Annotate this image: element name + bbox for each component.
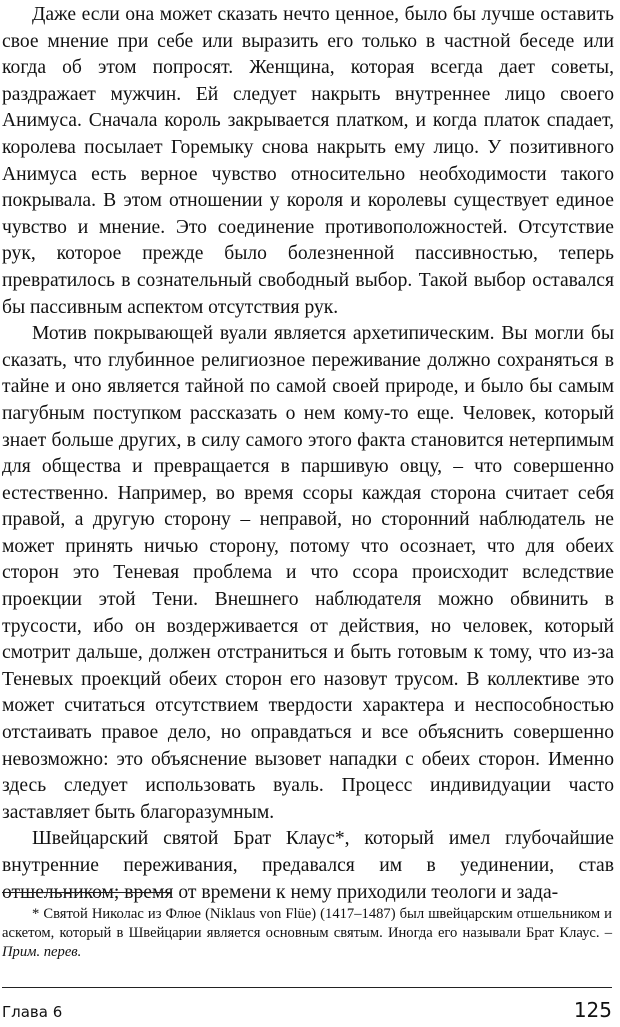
chapter-label: Глава 6 (2, 1003, 63, 1021)
main-text (2, 2, 614, 906)
paragraph-3: Швейцарский святой Брат Клаус*, который имел глубочайшие внутренние переживания, предавался им в уединении, став отшельником; время от времени к нему приходили теологи и зада- (2, 828, 614, 903)
footnote-divider (2, 892, 172, 893)
page-number: 125 (573, 998, 612, 1022)
paragraph-1: Даже если она может сказать нечто ценное, было бы лучше оставить свое мнение при себе или выразить его только в частной беседе или когда об этом попросят. Женщина, которая всегда дает советы, раздражает мужчин. Ей следует накрыть внутреннее лицо своего Анимуса. Сначала король закрывается платком, и когда платок спадает, королева посылает Горемыку снова накрыть ему лицо. У позитивного Анимуса есть верное чувство относительно необходимости такого покрывала. В этом отношении у короля и королевы существует единое чувство и мнение. Это соединение противоположностей. Отсутствие рук, которое прежде было болезненной пассивностью, теперь превратилось в сознательный свободный выбор. Такой выбор оставался бы пассивным аспектом отсутствия рук. (2, 4, 614, 318)
footnote (2, 905, 612, 962)
paragraph-2: Мотив покрывающей вуали является архетипическим. Вы могли бы сказать, что глубинное религиозное переживание должно сохраняться в тайне и оно является тайной по самой своей природе, и было бы самым пагубным поступком рассказать о нем кому-то еще. Человек, который знает больше других, в силу самого этого факта становится нетерпимым для общества и превращается в паршивую овцу, – что совершенно естественно. Например, во время ссоры каждая сторона считает себя правой, а другую сторону – неправой, но сторонний наблюдатель не может принять ничью сторону, потому что осознает, что для обеих сторон это Теневая проблема и что ссора происходит вследствие проекции этой Тени. Внешнего наблюдателя можно обвинить в трусости, ибо он воздерживается от действия, но человек, который смотрит дальше, должен отстраниться и быть готовым к тому, что из-за Теневых проекций обеих сторон его назовут трусом. В коллективе это может считаться отсутствием твердости характера и неспособностью отстаивать правое дело, но оправдаться и все объяснить совершенно невозможно: это объяснение вызовет нападки с обеих сторон. Именно здесь следует использовать вуаль. Процесс индивидуации часто заставляет быть благоразумным. (2, 323, 614, 823)
footnote-text: * Святой Николас из Флюе (Niklaus von Flüe) (1417–1487) был швейцарским отшельником и аскетом, который в Швейцарии является основным святым. Иногда его называли Брат Клаус. – (2, 906, 612, 941)
translator-note-label: Прим. перев. (2, 944, 82, 960)
footer-divider (2, 987, 612, 988)
